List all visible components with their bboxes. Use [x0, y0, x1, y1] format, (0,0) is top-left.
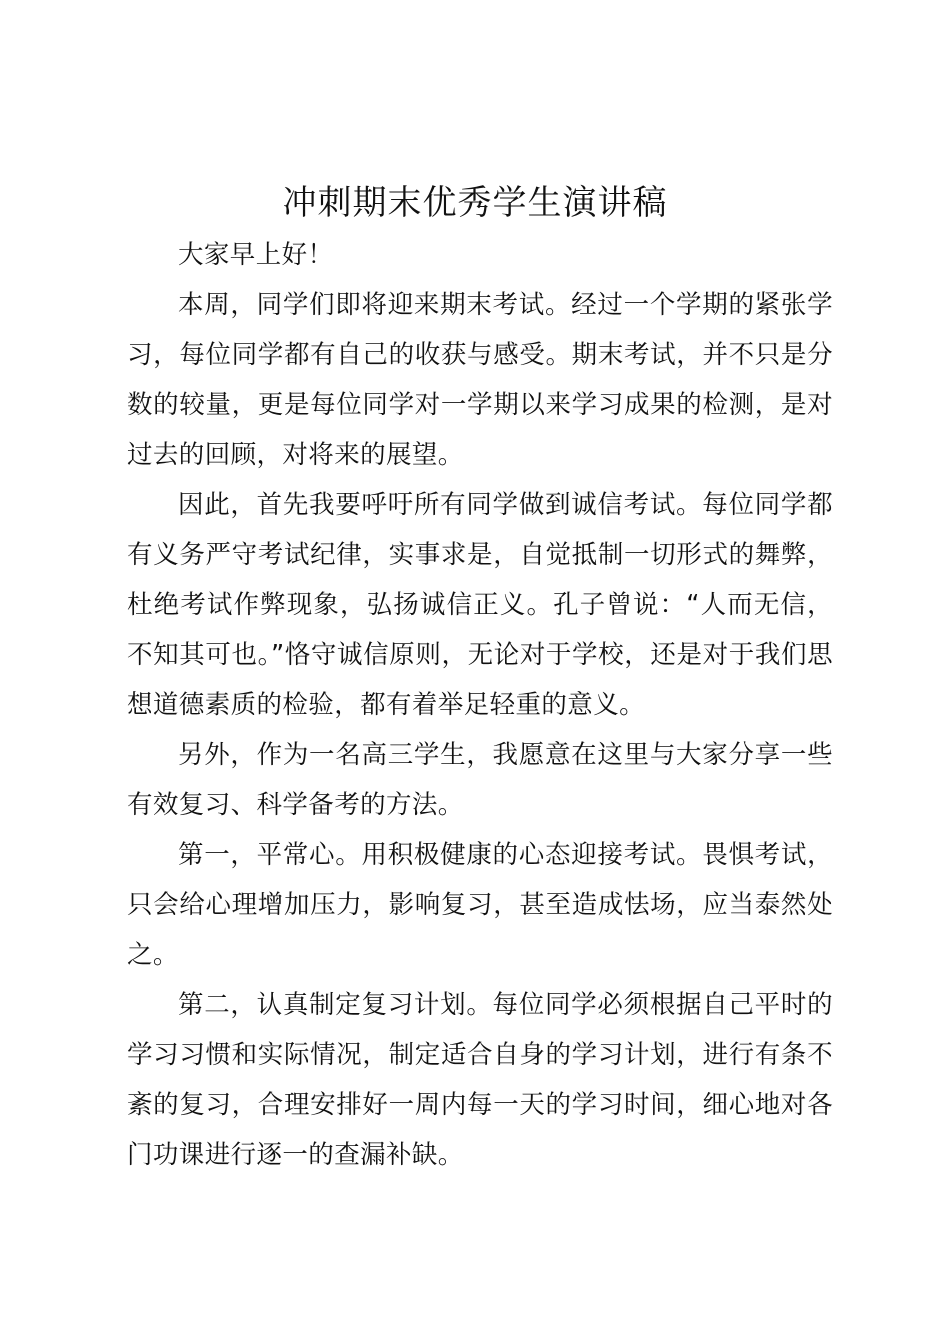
paragraph-point-one: 第一，平常心。用积极健康的心态迎接考试。畏惧考试，只会给心理增加压力，影响复习，甚至造成怯场，应当泰然处之。 — [127, 840, 833, 970]
paragraph-sharing: 另外，作为一名高三学生，我愿意在这里与大家分享一些有效复习、科学备考的方法。 — [127, 740, 833, 820]
paragraph-greeting: 大家早上好！ — [178, 240, 334, 270]
document-title: 冲刺期末优秀学生演讲稿 — [282, 183, 668, 223]
paragraph-point-two: 第二，认真制定复习计划。每位同学必须根据自己平时的学习习惯和实际情况，制定适合自身的学习计划，进行有条不紊的复习，合理安排好一周内每一天的学习时间，细心地对各门功课进行逐一的查漏补缺。 — [127, 990, 833, 1170]
paragraph-integrity: 因此，首先我要呼吁所有同学做到诚信考试。每位同学都有义务严守考试纪律，实事求是，自觉抵制一切形式的舞弊，杜绝考试作弊现象，弘扬诚信正义。孔子曾说：“人而无信，不知其可也。”恪守诚信原则，无论对于学校，还是对于我们思想道德素质的检验，都有着举足轻重的意义。 — [127, 490, 833, 720]
document-body — [127, 230, 833, 1180]
paragraph-intro: 本周，同学们即将迎来期末考试。经过一个学期的紧张学习，每位同学都有自己的收获与感受。期末考试，并不只是分数的较量，更是每位同学对一学期以来学习成果的检测，是对过去的回顾，对将来的展望。 — [127, 290, 833, 470]
